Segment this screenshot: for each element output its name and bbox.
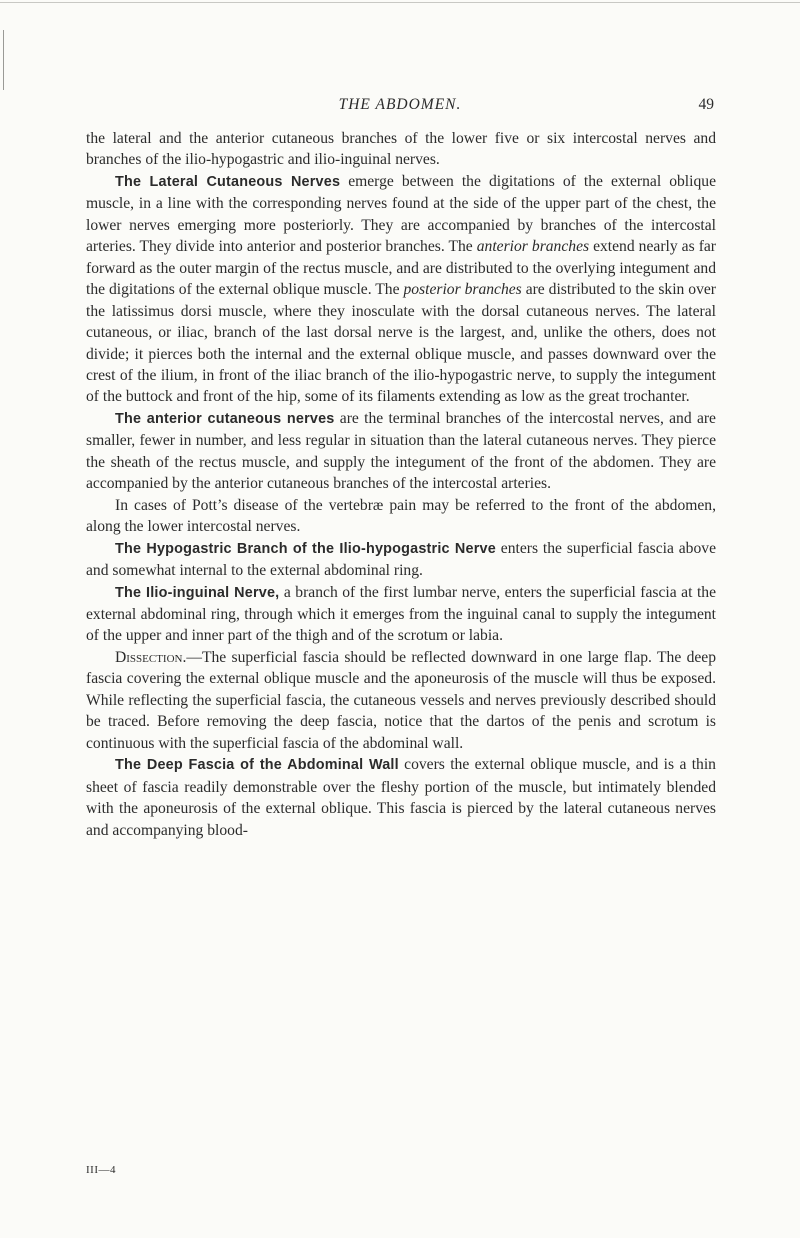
paragraph-lateral-cutaneous: [86, 171, 716, 408]
paragraph-text: a branch of the first lumbar nerve, enters the superficial fascia at the external abdominal ring, through which it emerges from the inguinal canal to supply the integument of the upper and inner part of the thigh and of the scrotum or labia.: [86, 583, 717, 645]
paragraph-dissection: [86, 647, 716, 754]
paragraph-text: extend nearly as far forward as the outer margin of the rectus muscle, and are distributed to the overlying integument and the digitations of the external oblique muscle. The: [86, 238, 716, 299]
running-head: [0, 96, 800, 118]
paragraph-potts-disease: [86, 495, 716, 538]
paragraph-text: the lateral and the anterior cutaneous branches of the lower five or six intercostal nerves and branches of the ilio-hypogastric and ilio-inguinal nerves.: [86, 130, 716, 169]
italic-term: anterior branches: [476, 238, 590, 256]
paragraph-text: emerge between the digitations of the external oblique muscle, in a line with the corresponding nerves found at the side of the upper part of the chest, the lower nerves emerging more posteriorly. They are accompanied by branches of the intercostal arteries. They divide into anterior and posterior branches. The: [86, 172, 716, 256]
paragraph-1: [86, 128, 716, 171]
section-heading: Dissection.: [115, 648, 187, 666]
italic-term: posterior branches: [403, 281, 522, 299]
paragraph-text: enters the superficial fascia above and somewhat internal to the external abdominal ring.: [86, 539, 716, 580]
section-heading: The Hypogastric Branch of the Ilio-hypogastric Nerve: [115, 540, 496, 557]
signature-mark: III—4: [86, 1164, 116, 1176]
paragraph-text: —The superficial fascia should be reflected downward in one large flap. The deep fascia covering the external oblique muscle and the aponeurosis of the muscle will thus be exposed. While reflecting the superficial fascia, the cutaneous vessels and nerves previously described should be traced. Before removing the deep fascia, notice that the dartos of the penis and scrotum is continuous with the superficial fascia of the abdominal wall.: [86, 648, 716, 752]
page-edge-mark: [3, 30, 4, 90]
section-heading: The Ilio-inguinal Nerve,: [115, 584, 280, 601]
section-heading: The Lateral Cutaneous Nerves: [115, 173, 341, 190]
paragraph-text: In cases of Pott’s disease of the vertebræ pain may be referred to the front of the abdomen, along the lower intercostal nerves.: [86, 496, 716, 536]
paragraph-text: are distributed to the skin over the latissimus dorsi muscle, where they inosculate with the dorsal cutaneous nerves. The lateral cutaneous, or iliac, branch of the last dorsal nerve is the largest, and, unlike the others, does not divide; it pierces both the internal and the external oblique muscle, and passes downward over the crest of the ilium, in front of the iliac branch of the ilio-hypogastric nerve, to supply the integument of the buttock and front of the hip, some of its filaments extending as low as the great trochanter.: [86, 281, 716, 406]
page-number: 49: [698, 96, 714, 113]
paragraph-deep-fascia: [86, 754, 716, 841]
paragraph-anterior-cutaneous: [86, 408, 716, 495]
body-text: [86, 128, 716, 841]
section-heading: The Deep Fascia of the Abdominal Wall: [115, 757, 399, 774]
paragraph-ilio-inguinal: [86, 582, 716, 647]
paragraph-hypogastric-branch: [86, 538, 716, 582]
running-title: THE ABDOMEN.: [338, 96, 462, 113]
page-edge-line: [0, 2, 800, 3]
paragraph-text: covers the external oblique muscle, and is a thin sheet of fascia readily demonstrable over the fleshy portion of the muscle, but intimately blended with the aponeurosis of the external oblique. This fascia is pierced by the lateral cutaneous nerves and accompanying blood-: [86, 756, 716, 839]
paragraph-text: are the terminal branches of the intercostal nerves, and are smaller, fewer in number, and less regular in situation than the lateral cutaneous nerves. They pierce the sheath of the rectus muscle, and supply the integument of the front of the abdomen. They are accompanied by the anterior cutaneous branches of the intercostal arteries.: [86, 409, 716, 493]
section-heading: The anterior cutaneous nerves: [115, 410, 335, 427]
